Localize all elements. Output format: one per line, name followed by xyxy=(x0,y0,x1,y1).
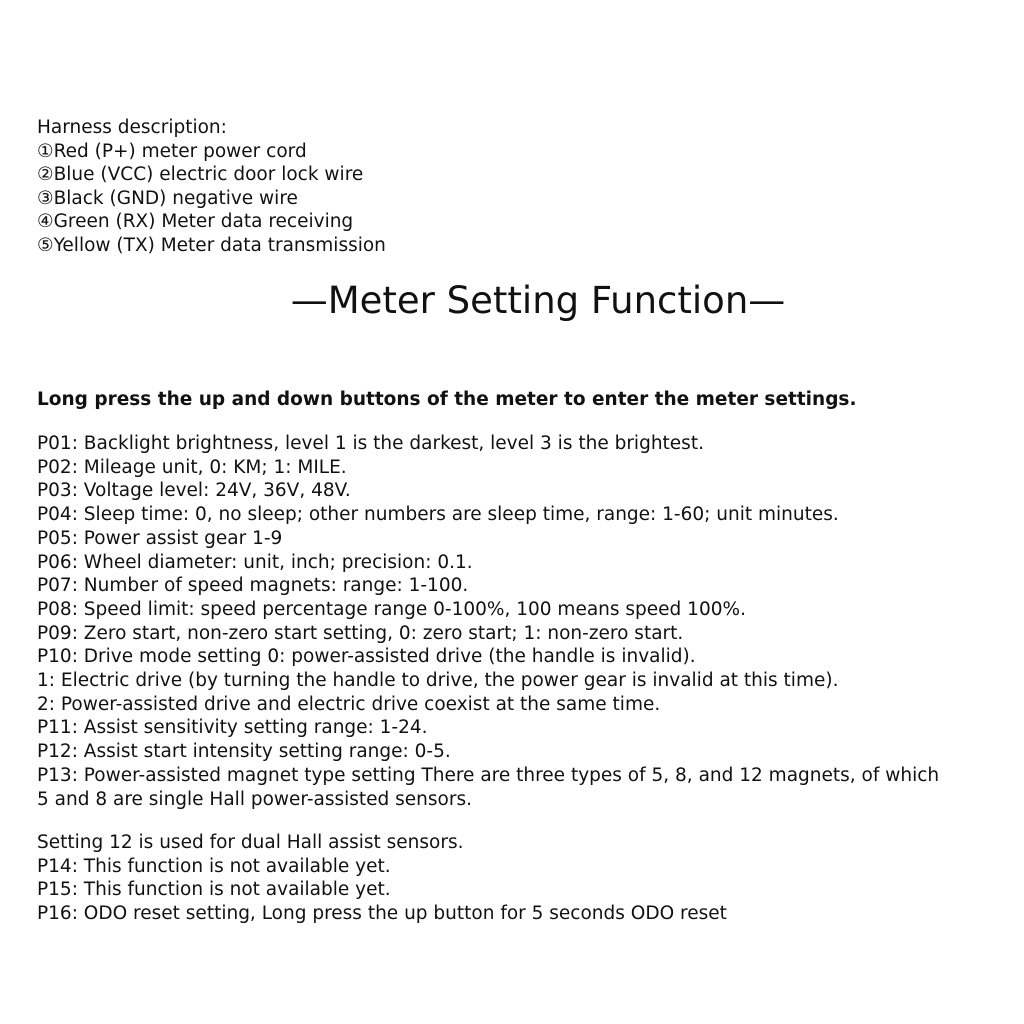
param-line: 5 and 8 are single Hall power-assisted sensors. xyxy=(37,788,472,810)
param-line: P12: Assist start intensity setting range: 0-5. xyxy=(37,741,451,763)
harness-item-blue: ②Blue (VCC) electric door lock wire xyxy=(37,164,364,186)
param-line: P02: Mileage unit, 0: KM; 1: MILE. xyxy=(37,456,347,478)
harness-item-red: ①Red (P+) meter power cord xyxy=(37,140,307,162)
param-line: P09: Zero start, non-zero start setting, 0: zero start; 1: non-zero start. xyxy=(37,622,684,644)
note-line: P16: ODO reset setting, Long press the up button for 5 seconds ODO reset xyxy=(37,903,727,925)
param-line: P06: Wheel diameter: unit, inch; precision: 0.1. xyxy=(37,551,473,573)
note-line: P15: This function is not available yet. xyxy=(37,879,391,901)
param-line: P10: Drive mode setting 0: power-assisted drive (the handle is invalid). xyxy=(37,646,696,668)
note-line: P14: This function is not available yet. xyxy=(37,855,391,877)
param-line: 2: Power-assisted drive and electric drive coexist at the same time. xyxy=(37,693,661,715)
harness-description xyxy=(37,116,386,258)
param-line: P05: Power assist gear 1-9 xyxy=(37,527,283,549)
param-line: P07: Number of speed magnets: range: 1-100. xyxy=(37,575,469,597)
param-line: P01: Backlight brightness, level 1 is the darkest, level 3 is the brightest. xyxy=(37,433,704,454)
param-line: P11: Assist sensitivity setting range: 1-24. xyxy=(37,717,428,739)
harness-item-green: ④Green (RX) Meter data receiving xyxy=(37,211,354,233)
param-line: P08: Speed limit: speed percentage range 0-100%, 100 means speed 100%. xyxy=(37,598,746,620)
harness-item-black: ③Black (GND) negative wire xyxy=(37,187,298,209)
harness-item-yellow: ⑤Yellow (TX) Meter data transmission xyxy=(37,234,386,256)
param-line: 1: Electric drive (by turning the handle to drive, the power gear is invalid at this time). xyxy=(37,670,839,692)
parameter-list xyxy=(37,432,939,811)
page-title: —Meter Setting Function— xyxy=(290,279,786,322)
param-line: P04: Sleep time: 0, no sleep; other numbers are sleep time, range: 1-60; unit minutes. xyxy=(37,504,839,526)
note-line: Setting 12 is used for dual Hall assist sensors. xyxy=(37,832,464,853)
param-line: P03: Voltage level: 24V, 36V, 48V. xyxy=(37,480,351,502)
harness-heading: Harness description: xyxy=(37,117,227,138)
param-line: P13: Power-assisted magnet type setting There are three types of 5, 8, and 12 magnets, of which xyxy=(37,764,940,786)
notes-list xyxy=(37,831,727,926)
settings-instruction: Long press the up and down buttons of the meter to enter the meter settings. xyxy=(37,389,857,410)
